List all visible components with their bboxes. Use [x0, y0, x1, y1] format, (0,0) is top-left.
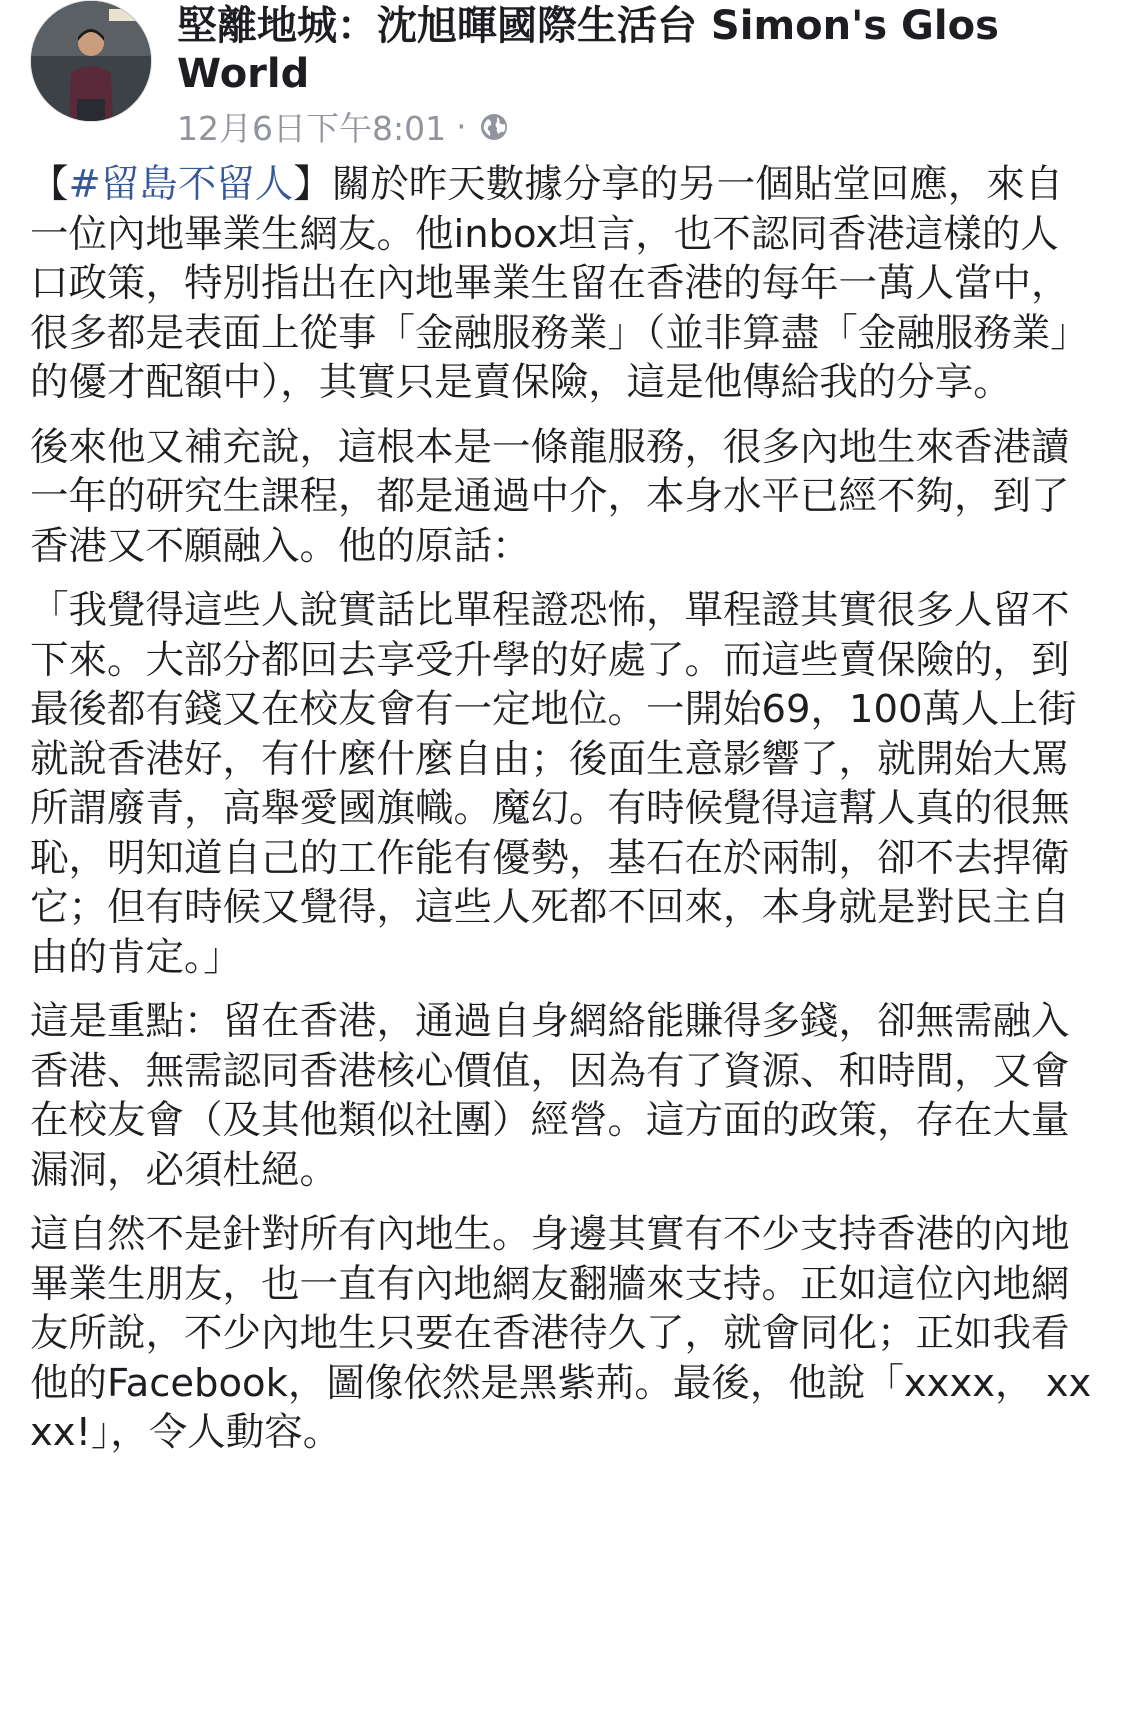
post-paragraph: 「我覺得這些人說實話比單程證恐怖，單程證其實很多人留不下來。大部分都回去享受升學的好處了。而這些賣保險的，到最後都有錢又在校友會有一定地位。一開始69，100萬人上街 就說香港好，有什麼什麼自由；後面生意影響了，就開始大罵所謂廢青，高舉愛國旗幟。魔幻。有時候覺得這幫人真的很無恥，明知道自己的工作能有優勢，基石在於兩制，卻不去捍衛它；但有時候又覺得，這些人死都不回來，本身就是對民主自由的肯定。」 — [30, 588, 1077, 980]
post-paragraph: 這是重點：留在香港，通過自身網絡能賺得多錢，卻無需融入香港、無需認同香港核心價值，因為有了資源、和時間，又會在校友會（及其他類似社團）經營。這方面的政策，存在大量漏洞，必須杜絕。 — [30, 999, 1070, 1193]
post-timestamp[interactable]: 12月6日下午8:01 — [177, 108, 447, 148]
globe-icon[interactable] — [479, 111, 509, 141]
post-header — [30, 0, 1110, 148]
post-paragraph: 後來他又補充說，這根本是一條龍服務，很多內地生來香港讀一年的研究生課程，都是通過中介，本身水平已經不夠，到了香港又不願融入。他的原話： — [30, 424, 1070, 569]
paragraph-text: 】關於昨天數據分享的另一個貼堂回應，來自一位內地畢業生網友。他inbox坦言，也不認同香港這樣的人口政策，特別指出在內地畢業生留在香港的每年一萬人當中，很多都是表面上從事「金融服務業」（並非算盡「金融服務業」的優才配額中），其實只是賣保險，這是他傳給我的分享。 — [30, 162, 1089, 405]
post-content — [30, 160, 1095, 1473]
page-name-link[interactable]: 堅離地城：沈旭暉國際生活台 Simon's Glos World — [177, 3, 999, 97]
bracket-open: 【 — [30, 162, 69, 207]
meta-separator: · — [456, 106, 467, 146]
avatar-photo — [31, 1, 151, 121]
hashtag-link[interactable]: #留島不留人 — [68, 162, 294, 207]
post-meta — [177, 104, 509, 148]
post-paragraph: 這自然不是針對所有內地生。身邊其實有不少支持香港的內地畢業生朋友，也一直有內地網友翻牆來支持。正如這位內地網友所說，不少內地生只要在香港待久了，就會同化；正如我看他的Facebook，圖像依然是黑紫荊。最後，他說「xxxx， xxxx!」，令人動容。 — [30, 1212, 1092, 1455]
post-paragraph — [30, 160, 1095, 408]
page-avatar[interactable] — [30, 0, 152, 122]
